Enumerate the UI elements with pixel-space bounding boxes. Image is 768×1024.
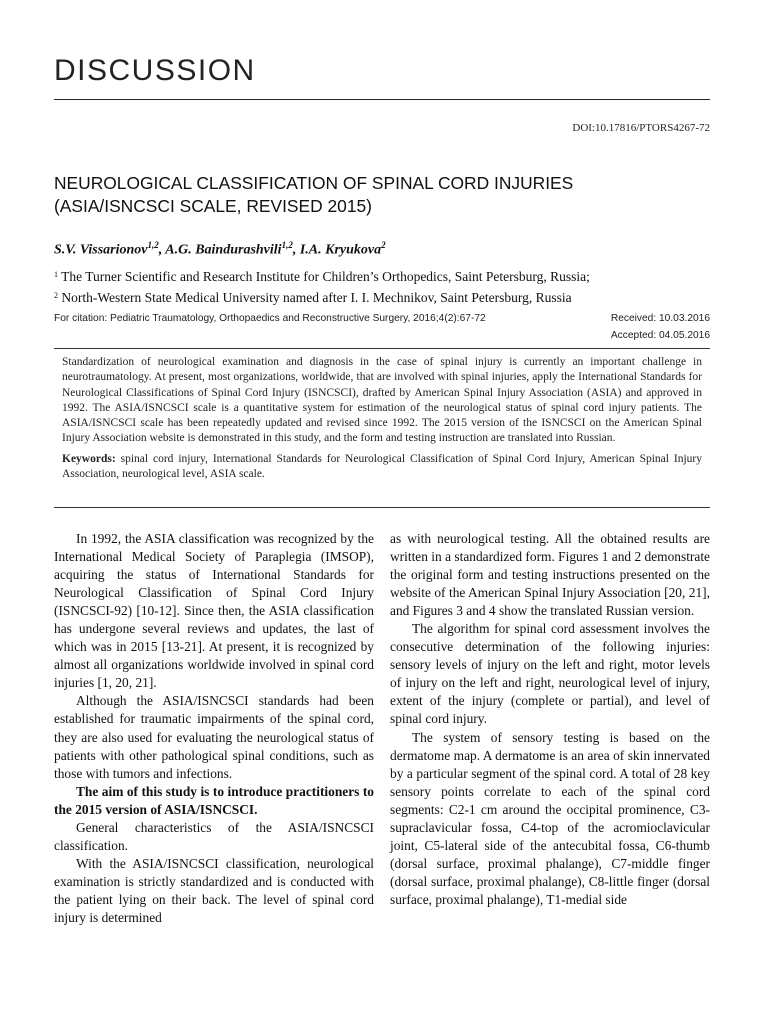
affiliation-text: The Turner Scientific and Research Institute for Children’s Orthopedics, Saint Petersburg, Russia; <box>61 269 590 284</box>
keywords <box>62 452 702 483</box>
affiliation-list <box>54 265 590 307</box>
affiliation <box>54 286 590 307</box>
keywords-label: Keywords: <box>62 452 116 465</box>
body-paragraph: The system of sensory testing is based on the dermatome map. A dermatome is an area of skin innervated by a particular segment of the spinal cord. A total of 28 key sensory points correlate to each of the spinal cord segments: C2-1 cm around the occipital prominence, C3-supraclavicular fossa, C4-top of the acromioclavicular joint, C5-lateral side of the antecubital fossa, C6-thumb (dorsal surface, proximal phalange), C7-middle finger (dorsal surface, proximal phalange), C8-little finger (dorsal surface, proximal phalange), T1-medial side <box>390 729 710 907</box>
citation: For citation: Pediatric Traumatology, Orthopaedics and Reconstructive Surgery, 2016;4(2):67-72 <box>54 313 486 324</box>
body-column-right <box>390 530 710 909</box>
body-paragraph: Although the ASIA/ISNCSCI standards had been established for traumatic impairments of the spinal cord, they are also used for evaluating the neurological status of patients with other pathological spinal conditions, such as those with tumors and infections. <box>54 693 374 781</box>
author-name: S.V. Vissarionov <box>54 242 148 258</box>
body-paragraph: General characteristics of the ASIA/ISNCSCI classification. <box>54 819 374 853</box>
abstract-box <box>54 348 710 508</box>
doi[interactable]: DOI:10.17816/PTORS4267-72 <box>572 122 710 134</box>
affiliation-text: North-Western State Medical University named after I. I. Mechnikov, Saint Petersburg, Russia <box>61 290 572 305</box>
author-affiliation: 2 <box>381 240 386 250</box>
affiliation-number: 1 <box>54 270 58 279</box>
received-date: Received: 10.03.2016 <box>610 313 710 324</box>
body-column-left <box>54 530 374 927</box>
abstract-text: Standardization of neurological examination and diagnosis in the case of spinal injury is currently an important challenge in neurotraumatology. At present, most organizations, worldwide, that are involved with spinal injuries, apply the International Standards for Neurological Classifications of Spinal Cord Injury (ISNCSCI), drafted by American Spinal Injury Association (ASIA) and approved in 1992. The ASIA/ISNCSCI scale is a quantitative system for estimation of the neurological status of spinal cord injury patients. The ASIA/ISNCSCI scale has been repeatedly updated and revised since 1992. The 2015 version of the ISNCSCI on the American Spinal Injury Association website is demonstrated in this study, and the form and testing instruction are translated into Russian. <box>62 356 702 445</box>
body-paragraph: In 1992, the ASIA classification was recognized by the International Medical Society of Paraplegia (IMSOP), acquiring the status of International Standards for Neurological Classification of Spinal Cord Injury (ISNCSCI-92) [10-12]. Since then, the ASIA classification has undergone several reviews and updates, the last of which was in 2015 [13-21]. At present, it is recognized by almost all organizations worldwide involved in spinal cord injuries [1, 20, 21]. <box>54 531 374 691</box>
accepted-date: Accepted: 04.05.2016 <box>610 330 710 341</box>
keywords-text: spinal cord injury, International Standards for Neurological Classification of Spinal Cord Injury, American Spinal Injury Association, neurological level, ASIA scale. <box>62 452 702 481</box>
article-title-line-2: (ASIA/ISNCSCI SCALE, REVISED 2015) <box>54 196 372 216</box>
aim-statement: The aim of this study is to introduce practitioners to the 2015 version of ASIA/ISNCSCI. <box>54 783 374 817</box>
article-title-line-1: NEUROLOGICAL CLASSIFICATION OF SPINAL CORD INJURIES <box>54 173 574 193</box>
author-name: A.G. Baindurashvili <box>165 242 282 258</box>
affiliation-number: 2 <box>54 291 58 300</box>
author-name: I.A. Kryukova <box>299 242 382 258</box>
article-title <box>54 172 714 218</box>
header-rule <box>54 99 710 100</box>
author-list: S.V. Vissarionov$^{1,2}$, A.G. Baindurashvili$^{1,2}$, I.A. Kryukova$^2$ <box>54 240 386 258</box>
affiliation <box>54 265 590 286</box>
section-heading: DISCUSSION <box>54 54 256 87</box>
body-paragraph: The algorithm for spinal cord assessment involves the consecutive determination of the following injuries: sensory levels of injury on the left and right, motor levels of injury on the left and right, neurological level of injury, extent of the injury (complete or partial), and level of spinal cord injury. <box>390 621 710 727</box>
author-affiliation: 1,2 <box>281 240 293 250</box>
body-paragraph: as with neurological testing. All the obtained results are written in a standardized form. Figures 1 and 2 demonstrate the original form and testing instructions presented on the website of the American Spinal Injury Association [20, 21], and Figures 3 and 4 show the translated Russian version. <box>390 531 710 619</box>
body-paragraph: With the ASIA/ISNCSCI classification, neurological examination is strictly standardized and is conducted with the patient lying on their back. The level of spinal cord injury is determined <box>54 855 374 925</box>
author-affiliation: 1,2 <box>147 240 159 250</box>
